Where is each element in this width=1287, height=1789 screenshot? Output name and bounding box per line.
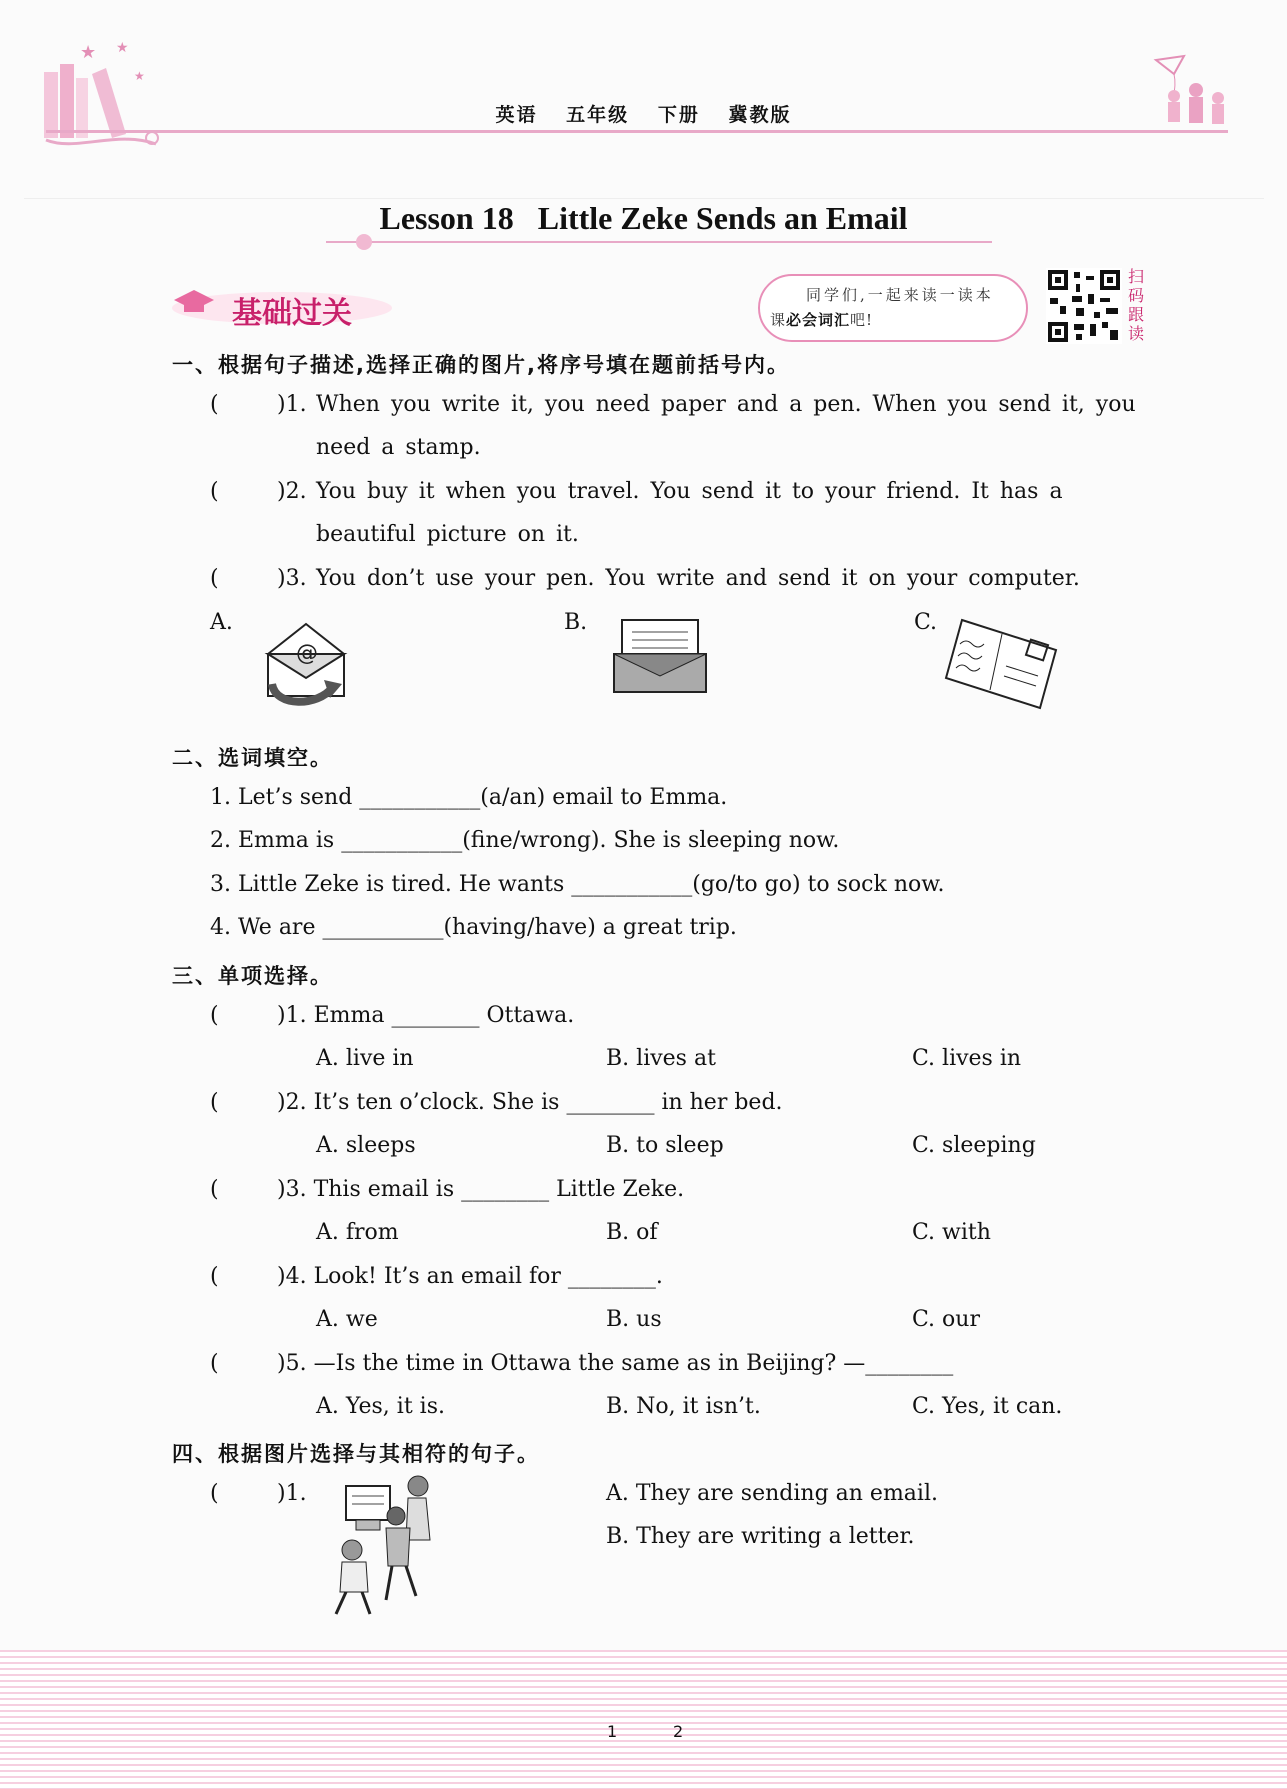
mc-option-c[interactable]: C. sleeping — [912, 1133, 1036, 1158]
answer-paren[interactable]: ( — [210, 392, 219, 417]
answer-paren[interactable]: ( — [210, 1003, 219, 1028]
answer-paren[interactable]: ( — [210, 1177, 219, 1202]
answer-paren[interactable]: ( — [210, 566, 219, 591]
mc-question: )2. It’s ten o’clock. She is ________ in her bed. — [277, 1090, 783, 1115]
qr-label — [1128, 267, 1146, 343]
question-number: )2. — [277, 479, 307, 504]
match-option-b[interactable]: B. They are writing a letter. — [606, 1524, 915, 1549]
mc-option-a[interactable]: A. from — [316, 1220, 399, 1245]
picture-label-a: A. — [210, 610, 233, 635]
fill-blank-item[interactable]: 3. Little Zeke is tired. He wants ___________(go/to go) to sock now. — [210, 872, 945, 897]
mc-option-b[interactable]: B. of — [606, 1220, 658, 1245]
mc-option-b[interactable]: B. us — [606, 1307, 662, 1332]
header-separator — [24, 198, 1264, 199]
mc-option-a[interactable]: A. live in — [316, 1046, 414, 1071]
answer-paren[interactable]: ( — [210, 1351, 219, 1376]
page-number-left: 1 — [607, 1722, 618, 1741]
footer-stripes — [0, 1650, 1287, 1789]
question-number: )1. — [277, 1481, 307, 1506]
question-text: You don’t use your pen. You write and send it on your computer. — [316, 566, 1080, 591]
question-number: )3. — [277, 566, 307, 591]
question-text-cont: beautiful picture on it. — [316, 522, 579, 547]
header-edition: 冀教版 — [728, 104, 792, 126]
mc-question: )3. This email is ________ Little Zeke. — [277, 1177, 685, 1202]
match-option-a[interactable]: A. They are sending an email. — [606, 1481, 938, 1506]
header-volume: 下册 — [657, 104, 700, 126]
mc-option-a[interactable]: A. sleeps — [316, 1133, 416, 1158]
bubble-prefix: 课 — [770, 311, 787, 329]
page-number-right: 2 — [673, 1722, 684, 1741]
mc-option-a[interactable]: A. we — [316, 1307, 378, 1332]
title-dot — [356, 234, 372, 250]
header-subject: 英语 — [495, 104, 538, 126]
postcard-icon — [944, 614, 1058, 712]
mc-option-b[interactable]: B. to sleep — [606, 1133, 724, 1158]
question-text: When you write it, you need paper and a pen. When you send it, you — [316, 392, 1136, 417]
qr-label-char: 读 — [1128, 324, 1145, 343]
books-logo-icon — [36, 34, 166, 152]
mc-question: )4. Look! It’s an email for ________. — [277, 1264, 663, 1289]
fill-blank-item[interactable]: 4. We are ___________(having/have) a great trip. — [210, 915, 737, 940]
picture-label-b: B. — [564, 610, 588, 635]
header-divider — [46, 130, 1228, 133]
bubble-suffix: 吧! — [850, 311, 874, 329]
part4-heading: 四、根据图片选择与其相符的句子。 — [172, 1442, 540, 1466]
mc-option-a[interactable]: A. Yes, it is. — [316, 1394, 445, 1419]
qr-label-char: 跟 — [1128, 305, 1145, 324]
bubble-line1: 同学们,一起来读一读本 — [806, 286, 994, 304]
mc-question: )1. Emma ________ Ottawa. — [277, 1003, 575, 1028]
question-text: You buy it when you travel. You send it to your friend. It has a — [316, 479, 1063, 504]
picture-label-c: C. — [914, 610, 938, 635]
part3-heading: 三、单项选择。 — [172, 964, 333, 988]
header-info — [0, 100, 1287, 127]
svg-text:★: ★ — [116, 40, 129, 56]
page-title: Lesson 18 Little Zeke Sends an Email — [379, 200, 908, 236]
section-title: 基础过关 — [232, 296, 352, 331]
question-number: )1. — [277, 392, 307, 417]
mc-option-c[interactable]: C. Yes, it can. — [912, 1394, 1063, 1419]
qr-code-icon[interactable] — [1046, 268, 1122, 344]
svg-text:@: @ — [296, 641, 318, 666]
answer-paren[interactable]: ( — [210, 479, 219, 504]
fill-blank-item[interactable]: 2. Emma is ___________(fine/wrong). She is sleeping now. — [210, 828, 840, 853]
mc-option-c[interactable]: C. with — [912, 1220, 991, 1245]
svg-text:★: ★ — [134, 69, 145, 83]
part1-heading: 一、根据句子描述,选择正确的图片,将序号填在题前括号内。 — [172, 353, 790, 377]
mc-option-b[interactable]: B. No, it isn’t. — [606, 1394, 761, 1419]
mc-option-c[interactable]: C. lives in — [912, 1046, 1022, 1071]
answer-paren[interactable]: ( — [210, 1481, 219, 1506]
question-text-cont: need a stamp. — [316, 435, 481, 460]
part2-heading: 二、选词填空。 — [172, 746, 333, 770]
children-computer-illustration — [326, 1470, 442, 1618]
bubble-bold: 必会词汇 — [786, 311, 851, 329]
title-underline — [326, 241, 992, 243]
qr-label-char: 码 — [1128, 286, 1145, 305]
letter-envelope-icon — [612, 614, 708, 696]
mc-option-b[interactable]: B. lives at — [606, 1046, 716, 1071]
fill-blank-item[interactable]: 1. Let’s send ___________(a/an) email to Emma. — [210, 785, 728, 810]
mc-question: )5. —Is the time in Ottawa the same as in Beijing? —________ — [277, 1351, 954, 1376]
bubble-line2 — [770, 309, 873, 330]
header-grade: 五年级 — [566, 104, 630, 126]
qr-label-char: 扫 — [1128, 267, 1145, 286]
mc-option-c[interactable]: C. our — [912, 1307, 980, 1332]
answer-paren[interactable]: ( — [210, 1264, 219, 1289]
svg-text:★: ★ — [80, 42, 97, 63]
answer-paren[interactable]: ( — [210, 1090, 219, 1115]
email-envelope-icon — [258, 614, 354, 708]
